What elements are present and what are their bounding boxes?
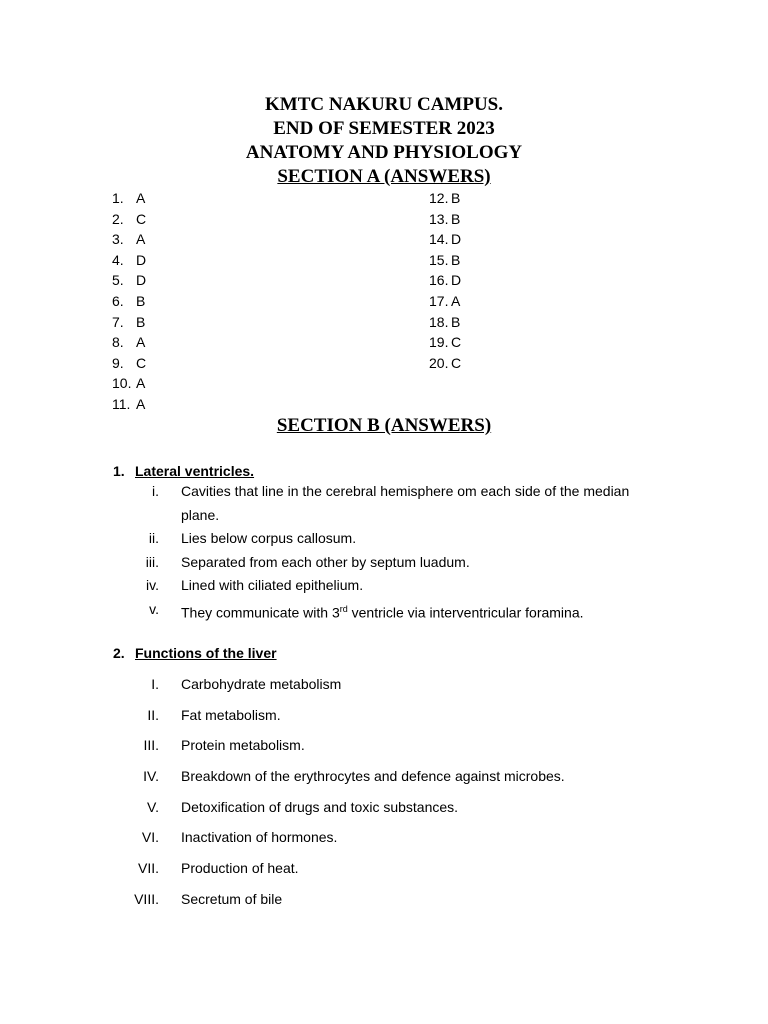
question-1-list [0,480,768,621]
answer-row [112,353,146,374]
answer-letter: B [451,210,461,227]
roman-marker: v. [149,600,159,617]
answer-letter: A [136,375,146,392]
list-item-text: plane. [181,506,220,523]
answer-number: 19. [429,334,449,351]
section-b-title: SECTION B (ANSWERS) [276,415,492,436]
answer-row [112,188,146,209]
question-2-heading [113,643,277,663]
answer-letter: B [136,313,146,330]
roman-marker: III. [143,737,159,754]
answer-row [429,291,461,312]
list-item-text: Secretum of bile [181,890,283,907]
list-item-text: Separated from each other by septum luadum. [181,553,470,570]
answer-letter: A [136,190,146,206]
answer-letter: A [136,231,146,248]
list-item [0,480,768,504]
question-2-list [0,669,768,915]
answer-row [429,332,461,353]
answer-number: 15. [429,251,449,268]
text-before-superscript: They communicate with 3 [181,604,340,621]
roman-marker: VII. [137,860,159,877]
question-number: 2. [113,645,125,661]
answer-number: 7. [112,313,124,330]
campus-title: KMTC NAKURU CAMPUS. [264,94,503,115]
list-item [0,574,768,598]
answer-row [112,394,146,415]
document-header [0,93,768,189]
answer-row [112,373,146,394]
list-item [0,598,768,622]
list-item [0,669,768,700]
answer-letter: C [451,334,462,351]
answer-row [112,291,146,312]
answer-number: 3. [112,231,124,248]
roman-marker: i. [152,483,159,499]
answer-letter: B [451,313,461,330]
list-item-text [181,598,671,625]
answer-row [112,250,146,271]
list-item-text: Detoxification of drugs and toxic substances. [181,798,459,815]
answer-letter: D [451,272,462,289]
answer-number: 6. [112,292,124,309]
roman-marker: iv. [146,577,159,593]
roman-marker: IV. [143,768,159,785]
answer-number: 17. [429,292,449,309]
roman-marker: VIII. [134,890,159,907]
answer-number: 1. [112,190,124,206]
answer-letter: D [451,231,462,248]
answer-row [112,332,146,353]
list-item [0,822,768,853]
list-item-text: Lies below corpus callosum. [181,530,357,546]
answer-row [112,270,146,291]
answer-row [429,188,461,209]
answer-number: 18. [429,313,449,330]
list-item [0,527,768,551]
section-a-right-column [429,188,461,373]
answer-number: 10. [112,375,132,392]
question-1-heading [113,461,254,481]
roman-marker: I. [151,676,159,692]
list-item-text: Cavities that line in the cerebral hemisphere om each side of the median [181,483,630,499]
list-item-text: Lined with ciliated epithelium. [181,577,364,593]
answer-number: 8. [112,334,124,351]
list-item-text: Carbohydrate metabolism [181,676,342,692]
list-item-continuation [0,504,768,528]
list-item-text: Fat metabolism. [181,706,281,723]
ordinal-superscript: rd [339,603,348,614]
answer-row [429,229,461,250]
roman-marker: II. [147,706,159,723]
subject-title: ANATOMY AND PHYSIOLOGY [245,142,523,163]
answer-row [429,250,461,271]
roman-marker: ii. [148,530,159,546]
answer-number: 5. [112,272,124,289]
roman-marker: V. [147,798,159,815]
answer-number: 12. [429,190,449,206]
list-item [0,700,768,731]
list-item [0,730,768,761]
answer-letter: C [136,210,147,227]
text-after-superscript: ventricle via interventricular foramina. [347,604,584,621]
answer-letter: D [136,251,147,268]
answer-number: 2. [112,210,124,227]
list-item [0,792,768,823]
question-title: Lateral ventricles. [135,463,255,479]
answer-row [112,229,146,250]
roman-marker: VI. [141,829,159,846]
answer-row [429,312,461,333]
list-item [0,884,768,915]
list-item-text: Inactivation of hormones. [181,829,338,846]
answer-row [429,209,461,230]
list-item [0,761,768,792]
answer-letter: B [136,292,146,309]
list-item [0,551,768,575]
answer-letter: D [136,272,147,289]
list-item [0,853,768,884]
answer-letter: B [451,251,461,268]
section-a-title: SECTION A (ANSWERS) [277,166,491,187]
answer-letter: A [451,292,461,309]
answer-number: 13. [429,210,449,227]
list-item-text: Breakdown of the erythrocytes and defence against microbes. [181,768,565,785]
answer-letter: C [451,354,462,371]
list-item-text: Production of heat. [181,860,299,877]
list-item-text: Protein metabolism. [181,737,305,754]
answer-letter: C [136,354,147,371]
roman-marker: iii. [145,553,159,570]
answer-letter: A [136,395,146,412]
answer-number: 11. [112,395,131,412]
answer-row [429,270,461,291]
section-a-left-column [112,188,146,415]
answer-number: 16. [429,272,449,289]
answer-letter: A [136,334,146,351]
answer-number: 20. [429,354,449,371]
answer-number: 4. [112,251,124,268]
answer-number: 14. [429,231,449,248]
answer-row [112,209,146,230]
semester-title: END OF SEMESTER 2023 [273,118,495,139]
answer-letter: B [451,190,461,206]
answer-number: 9. [112,354,124,371]
answer-row [429,353,461,374]
question-number: 1. [113,463,125,479]
answer-row [112,312,146,333]
question-title: Functions of the liver [135,645,277,661]
